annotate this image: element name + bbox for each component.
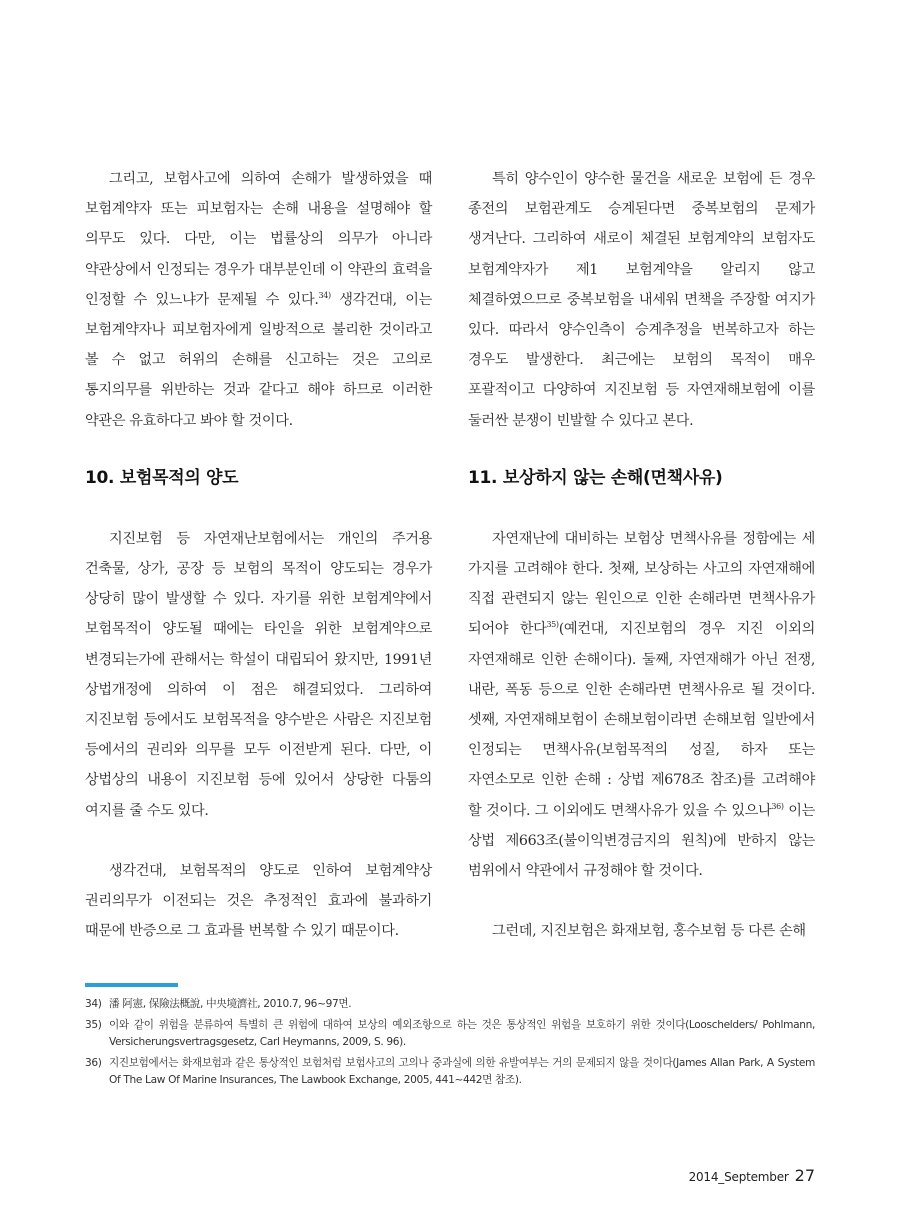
section-heading-11: 11. 보상하지 않는 손해(면책사유) xyxy=(468,467,723,488)
right-column xyxy=(468,164,815,946)
section-11-paragraph-1 xyxy=(468,524,815,886)
footnotes xyxy=(85,996,815,1093)
footnote-number: 36) xyxy=(85,1057,102,1069)
footnote-ref-34[interactable]: 34) xyxy=(318,290,331,300)
footnote-text: 潘 阿憲, 保險法概說, 中央境濟社, 2010.7, 96~97면. xyxy=(109,998,352,1010)
footnote-36 xyxy=(85,1055,815,1089)
footnote-text: 지진보험에서는 화재보험과 같은 통상적인 보험처럼 보험사고의 고의나 중과실에 의한 유발여부는 거의 문제되지 않을 것이다(James Allan Park, A System Of The Law Of Marine Insurances, The Lawbook Exchange, 2005, 441~442면 참조). xyxy=(109,1057,815,1086)
section-11-paragraph-2: 그런데, 지진보험은 화재보험, 홍수보험 등 다른 손해 xyxy=(492,923,806,940)
footnote-divider xyxy=(85,983,178,987)
left-intro-tail: 생각건대, 이는 보험계약자나 피보험자에게 일방적으로 불리한 것이라고 볼 수 없고 허위의 손해를 신고하는 것은 고의로 통지의무를 위반하는 것과 같다고 해야 하므로 이러한 약관은 유효하다고 봐야 할 것이다. xyxy=(85,291,432,429)
footnote-34 xyxy=(85,996,815,1013)
footnote-35 xyxy=(85,1017,815,1051)
footnote-text: 이와 같이 위험을 분류하여 특별히 큰 위험에 대하여 보상의 예외조항으로 하는 것은 통상적인 위험을 보호하기 위한 것이다(Looschelders/ Pohlmann, Versicherungsvertragsgesetz, Carl Heymanns, 2009, S. 96). xyxy=(109,1019,815,1048)
section-11-text-a: 자연재난에 대비하는 보험상 면책사유를 정함에는 세 가지를 고려해야 한다. 첫째, 보상하는 사고의 자연재해에 직접 관련되지 않는 원인으로 인한 손해라면 면책사유가 되어야 한다 xyxy=(468,530,815,638)
left-intro-text: 그리고, 보험사고에 의하여 손해가 발생하였을 때 보험계약자 또는 피보험자는 손해 내용을 설명해야 할 의무도 있다. 다만, 이는 법률상의 의무가 아니라 약관상에서 인정되는 경우가 대부분인데 이 약관의 효력을 인정할 수 있느냐가 문제될 수 있다. xyxy=(85,171,432,308)
footnote-number: 35) xyxy=(85,1019,102,1031)
page-footer xyxy=(689,1166,815,1185)
footnote-number: 34) xyxy=(85,998,102,1010)
section-10-paragraph-2: 생각건대, 보험목적의 양도로 인하여 보험계약상 권리의무가 이전되는 것은 추정적인 효과에 불과하기 때문에 반증으로 그 효과를 번복할 수 있기 때문이다. xyxy=(85,862,432,940)
issue-label: 2014_September xyxy=(688,1170,789,1184)
left-intro-paragraph xyxy=(85,164,432,436)
section-10-paragraph-1: 지진보험 등 자연재난보험에서는 개인의 주거용 건축물, 상가, 공장 등 보험의 목적이 양도되는 경우가 상당히 많이 발생할 수 있다. 자기를 위한 보험계약에서 보험목적이 양도될 때에는 타인을 위한 보험계약으로 변경되는가에 관해서는 학설이 대립되어 왔지만, 1991년 상법개정에 의하여 이 점은 해결되었다. 그리하여 지진보험 등에서도 보험목적을 양수받은 사람은 지진보험 등에서의 권리와 의무를 모두 이전받게 된다. 다만, 이 상법상의 내용이 지진보험 등에 있어서 상당한 다툼의 여지를 줄 수도 있다. xyxy=(85,530,432,819)
left-column xyxy=(85,164,432,946)
footnote-ref-35[interactable]: 35) xyxy=(546,620,559,630)
right-intro-paragraph: 특히 양수인이 양수한 물건을 새로운 보험에 든 경우 종전의 보험관계도 승계된다면 중복보험의 문제가 생겨난다. 그리하여 새로이 체결된 보험계약의 보험자도 보험계약자가 제1 보험계약을 알리지 않고 체결하였으므로 중복보험을 내세워 면책을 주장할 여지가 있다. 따라서 양수인측이 승계추정을 번복하고자 하는 경우도 발생한다. 최근에는 보험의 목적이 매우 포괄적이고 다양하여 지진보험 등 자연재해보험에 이를 둘러싼 분쟁이 빈발할 수 있다고 본다. xyxy=(468,171,815,429)
section-heading-10: 10. 보험목적의 양도 xyxy=(85,467,239,488)
section-11-text-c: 이는 상법 제663조(불이익변경금지의 원칙)에 반하지 않는 범위에서 약관에서 규정해야 할 것이다. xyxy=(468,802,815,880)
footnote-ref-36[interactable]: 36) xyxy=(771,801,784,811)
page-number: 27 xyxy=(794,1166,815,1185)
section-11-text-b: (예컨대, 지진보험의 경우 지진 이외의 자연재해로 인한 손해이다). 둘째, 자연재해가 아닌 전쟁, 내란, 폭동 등으로 인한 손해라면 면책사유로 될 것이다. 셋째, 자연재해보험이 손해보험이라면 손해보험 일반에서 인정되는 면책사유(보험목적의 성질, 하자 또는 자연소모로 인한 손해 : 상법 제678조 참조)를 고려해야 할 것이다. 그 이외에도 면책사유가 있을 수 있으나 xyxy=(468,621,816,819)
